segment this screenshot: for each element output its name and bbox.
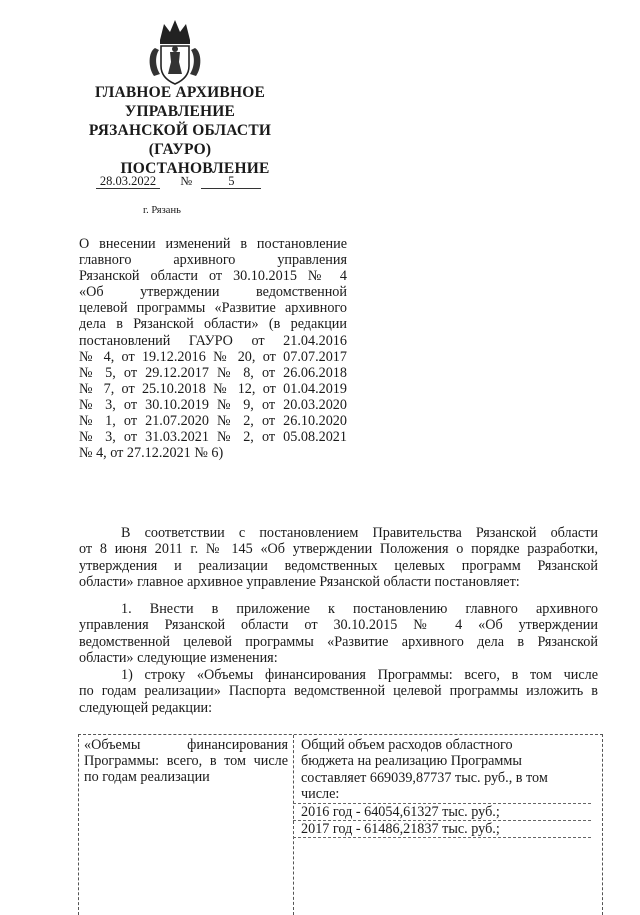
subject-line: № 7, от 25.10.2018 № 12, от 01.04.2019 bbox=[79, 380, 347, 397]
subject-line: дела в Рязанской области» (в редакции bbox=[79, 316, 347, 333]
org-line: ГЛАВНОЕ АРХИВНОЕ bbox=[94, 84, 265, 101]
right-cell-line: Общий объем расходов областного bbox=[301, 737, 513, 753]
subject-line: О внесении изменений в постановление bbox=[79, 236, 347, 252]
preamble-line: утверждения и реализации ведомственных целевых программ Рязанской bbox=[79, 557, 598, 574]
header-org bbox=[70, 83, 290, 178]
subject-line: главного архивного управления bbox=[79, 252, 347, 269]
org-line: РЯЗАНСКОЙ ОБЛАСТИ bbox=[88, 122, 272, 139]
city: г. Рязань bbox=[143, 205, 181, 216]
document-subject bbox=[79, 236, 347, 461]
right-cell-line: числе: bbox=[293, 786, 591, 803]
subject-line: № 3, от 30.10.2019 № 9, от 20.03.2020 bbox=[79, 396, 347, 413]
subject-line: Рязанской области от 30.10.2015 № 4 bbox=[79, 268, 347, 285]
left-cell-line: по годам реализации bbox=[84, 769, 210, 786]
subitem-line: 1) строку «Объемы финансирования Программы: всего, в том числе bbox=[121, 667, 598, 683]
item-line: области» следующие изменения: bbox=[79, 650, 278, 667]
item-line: управления Рязанской области от 30.10.2015 № 4 «Об утверждении bbox=[79, 617, 598, 634]
subject-line: № 3, от 31.03.2021 № 2, от 05.08.2021 bbox=[79, 429, 347, 446]
doc-type: ПОСТАНОВЛЕНИЕ bbox=[120, 160, 270, 177]
subject-line: № 4, от 27.12.2021 № 6) bbox=[79, 445, 224, 462]
doc-number: 5 bbox=[201, 174, 261, 189]
subject-line: № 1, от 21.07.2020 № 2, от 26.10.2020 bbox=[79, 413, 347, 430]
date-number-line bbox=[96, 174, 261, 189]
subitem-line: следующей редакции: bbox=[79, 699, 213, 716]
subject-line: № 5, от 29.12.2017 № 8, от 26.06.2018 bbox=[79, 364, 347, 381]
table-left-cell bbox=[84, 737, 288, 786]
subject-line: № 4, от 19.12.2016 № 20, от 07.07.2017 bbox=[79, 348, 347, 365]
left-cell-line: Программы: всего, в том числе bbox=[84, 753, 288, 770]
subject-line: целевой программы «Развитие архивного bbox=[79, 300, 347, 317]
coat-of-arms-icon bbox=[146, 18, 204, 86]
subitem-line: по годам реализации» Паспорта ведомственной целевой программы изложить в bbox=[79, 683, 598, 700]
year-row: 2017 год - 61486,21837 тыс. руб.; bbox=[293, 821, 591, 838]
preamble-line: области» главное архивное управление Рязанской области постановляет: bbox=[79, 574, 520, 591]
preamble bbox=[79, 525, 598, 591]
financing-table bbox=[78, 734, 603, 915]
subject-line: постановлений ГАУРО от 21.04.2016 bbox=[79, 332, 347, 349]
item-line: ведомственной целевой программы «Развитие архивного дела в Рязанской bbox=[79, 633, 598, 650]
subject-line: «Об утверждении ведомственной bbox=[79, 284, 347, 301]
number-sign: № bbox=[180, 174, 193, 188]
org-line: УПРАВЛЕНИЕ bbox=[124, 103, 236, 120]
year-row: 2016 год - 64054,61327 тыс. руб.; bbox=[293, 804, 591, 821]
right-cell-line: бюджета на реализацию Программы bbox=[301, 753, 522, 770]
item-1 bbox=[79, 601, 598, 667]
preamble-line: В соответствии с постановлением Правительства Рязанской области bbox=[121, 525, 598, 541]
item-line: 1. Внести в приложение к постановлению главного архивного bbox=[121, 601, 598, 617]
doc-date: 28.03.2022 bbox=[96, 174, 160, 189]
subitem-1 bbox=[79, 667, 598, 716]
org-line: (ГАУРО) bbox=[148, 141, 212, 158]
preamble-line: от 8 июня 2011 г. № 145 «Об утверждении Положения о порядке разработки, bbox=[79, 541, 598, 558]
right-cell-line: составляет 669039,87737 тыс. руб., в том bbox=[301, 769, 548, 786]
left-cell-line: «Объемы финансирования bbox=[84, 737, 288, 753]
table-right-cell bbox=[301, 737, 591, 838]
